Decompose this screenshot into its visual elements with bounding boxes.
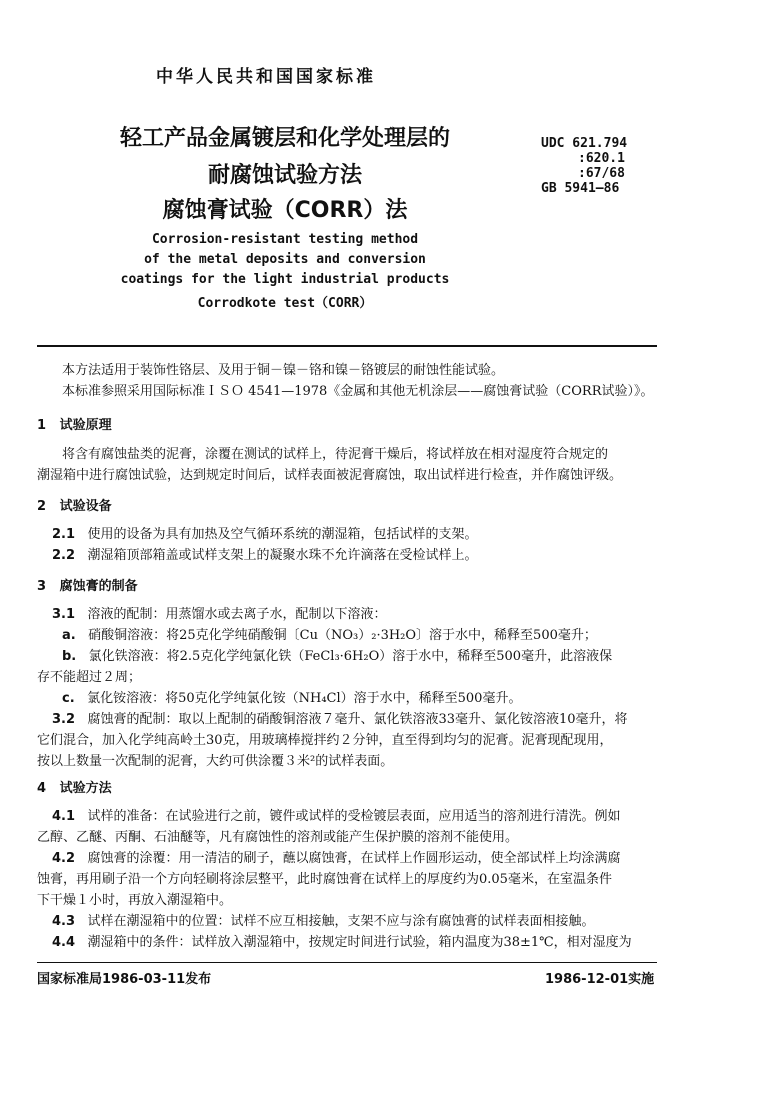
clause-number: 4.4	[52, 935, 76, 950]
clause-text: 溶液的配制：用蒸馏水或去离子水，配制以下溶液：	[87, 607, 387, 622]
clause-number: 2.2	[52, 548, 76, 563]
clause-number: 4.1	[52, 809, 76, 824]
clause-text: 潮湿箱顶部箱盖或试样支架上的凝聚水珠不允许滴落在受检试样上。	[87, 548, 478, 563]
section-1-line-2: 潮湿箱中进行腐蚀试验，达到规定时间后，试样表面被泥膏腐蚀，取出试样进行检查，并作腐蚀评级。	[37, 468, 623, 483]
header-divider	[37, 345, 657, 347]
section-number: 1	[37, 418, 47, 433]
section-title: 试验设备	[59, 499, 112, 514]
clause-text: 试样的准备：在试验进行之前，镀件或试样的受检镀层表面，应用适当的溶剂进行清洗。例如	[87, 809, 621, 824]
section-number: 4	[37, 781, 47, 796]
title-cn-line-1: 轻工产品金属镀层和化学处理层的	[119, 126, 450, 151]
clause-3-2	[52, 709, 628, 730]
clause-4-3	[52, 911, 594, 932]
title-en-line-2: of the metal deposits and conversion	[144, 252, 426, 267]
item-text: 氯化铁溶液：将2.5克化学纯氯化铁（FeCl₃·6H₂O）溶于水中，稀释至500毫升，此溶液保	[88, 649, 613, 664]
issue-date: 国家标准局1986-03-11发布	[37, 972, 212, 987]
clause-number: 4.3	[52, 914, 76, 929]
clause-2-1	[52, 524, 477, 545]
clause-3-1-b-cont: 存不能超过２周；	[37, 670, 142, 685]
clause-number: 4.2	[52, 851, 76, 866]
title-cn-line-3: 腐蚀膏试验（CORR）法	[162, 198, 408, 223]
item-text: 氯化铵溶液：将50克化学纯氯化铵（NH₄Cl）溶于水中，稀释至500毫升。	[87, 691, 522, 706]
clause-number: 3.2	[52, 712, 76, 727]
clause-3-1	[52, 604, 386, 625]
clause-4-2-cont-2: 下干燥１小时，再放入潮湿箱中。	[37, 893, 233, 908]
issuing-authority: 中华人民共和国国家标准	[156, 67, 376, 87]
clause-number: 3.1	[52, 607, 76, 622]
section-3-heading	[37, 575, 138, 594]
clause-number: 2.1	[52, 527, 76, 542]
clause-4-4	[52, 932, 632, 953]
section-title: 试验方法	[59, 781, 112, 796]
section-4-heading	[37, 777, 112, 796]
clause-4-1	[52, 806, 620, 827]
section-number: 2	[37, 499, 47, 514]
title-en-line-3: coatings for the light industrial products	[120, 272, 450, 287]
clause-4-1-cont: 乙醇、乙醚、丙酮、石油醚等，凡有腐蚀性的溶剂或能产生保护膜的溶剂不能使用。	[37, 830, 519, 845]
section-number: 3	[37, 579, 47, 594]
section-title: 腐蚀膏的制备	[59, 579, 138, 594]
title-en-line-1: Corrosion-resistant testing method	[151, 232, 419, 247]
clause-text: 潮湿箱中的条件：试样放入潮湿箱中，按规定时间进行试验，箱内温度为38±1℃，相对湿度为	[87, 935, 632, 950]
intro-scope: 本方法适用于装饰性铬层、及用于铜－镍－铬和镍－铬镀层的耐蚀性能试验。	[62, 363, 505, 378]
clause-3-1-b	[62, 646, 612, 667]
standard-number: GB 5941—86	[541, 181, 620, 196]
udc-code: UDC 621.794	[541, 136, 628, 151]
clause-2-2	[52, 545, 477, 566]
section-1-line-1: 将含有腐蚀盐类的泥膏，涂覆在测试的试样上，待泥膏干燥后，将试样放在相对湿度符合规定的	[62, 447, 609, 462]
clause-3-1-c	[62, 688, 521, 709]
title-en-line-4: Corrodkote test（CORR）	[197, 296, 373, 311]
footer-divider	[37, 962, 657, 963]
clause-4-2-cont-1: 蚀膏，再用刷子沿一个方向轻刷将涂层整平，此时腐蚀膏在试样上的厚度约为0.05毫米，在室温条件	[37, 872, 612, 887]
section-2-heading	[37, 495, 112, 514]
clause-4-2	[52, 848, 620, 869]
item-letter: b.	[62, 649, 77, 664]
udc-code-2: :620.1	[578, 151, 625, 166]
item-letter: a.	[62, 628, 76, 643]
clause-3-1-a	[62, 625, 597, 646]
clause-text: 试样在潮湿箱中的位置：试样不应互相接触，支架不应与涂有腐蚀膏的试样表面相接触。	[87, 914, 595, 929]
clause-text: 使用的设备为具有加热及空气循环系统的潮湿箱，包括试样的支架。	[87, 527, 478, 542]
clause-text: 腐蚀膏的涂覆：用一清洁的刷子，蘸以腐蚀膏，在试样上作圆形运动，使全部试样上均涂满腐	[87, 851, 621, 866]
effective-date: 1986-12-01实施	[545, 972, 655, 987]
title-cn-line-2: 耐腐蚀试验方法	[207, 163, 362, 188]
clause-3-2-cont-2: 按以上数量一次配制的泥膏，大约可供涂覆３米²的试样表面。	[37, 754, 394, 769]
clause-text: 腐蚀膏的配制：取以上配制的硝酸铜溶液７毫升、氯化铁溶液33毫升、氯化铵溶液10毫升，将	[87, 712, 628, 727]
section-title: 试验原理	[59, 418, 112, 433]
intro-reference: 本标准参照采用国际标准ＩＳＯ 4541—1978《金属和其他无机涂层——腐蚀膏试验（CORR试验）》。	[62, 384, 654, 399]
section-1-heading	[37, 414, 112, 433]
clause-3-2-cont-1: 它们混合，加入化学纯高岭土30克，用玻璃棒搅拌约２分钟，直至得到均匀的泥膏。泥膏现配现用，	[37, 733, 613, 748]
item-letter: c.	[62, 691, 75, 706]
udc-code-3: :67/68	[578, 166, 625, 181]
item-text: 硝酸铜溶液：将25克化学纯硝酸铜〔Cu（NO₃）₂·3H₂O〕溶于水中，稀释至500毫升；	[88, 628, 597, 643]
